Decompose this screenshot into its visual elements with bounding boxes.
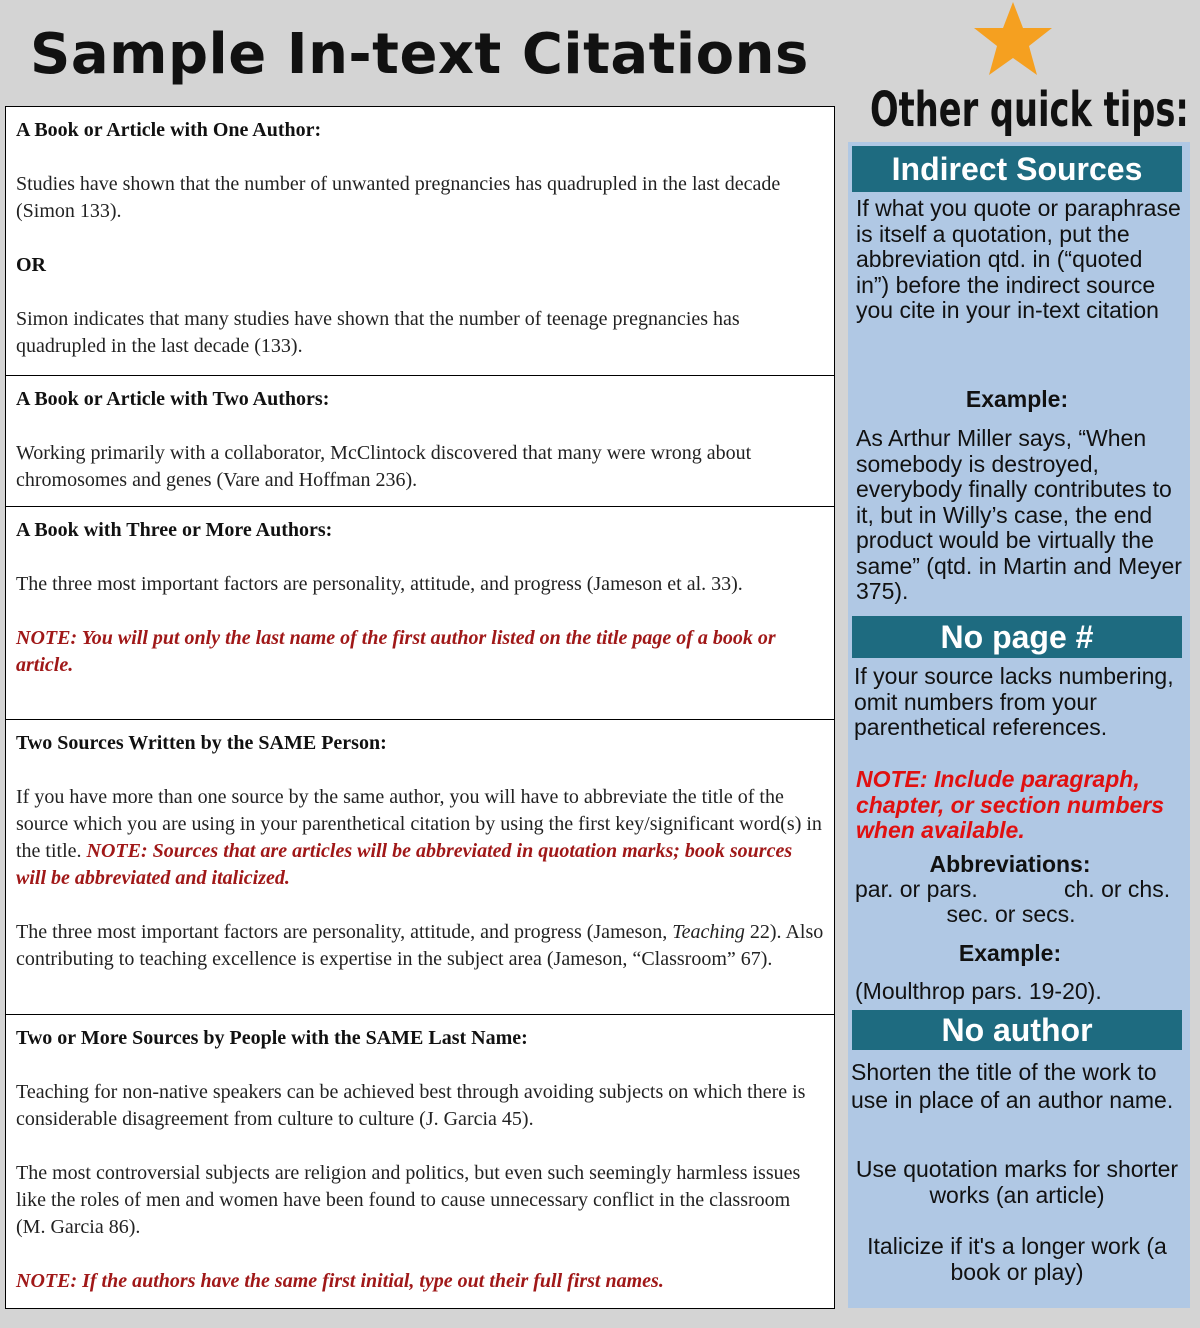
section-heading: A Book or Article with Two Authors: <box>16 388 330 410</box>
star-icon <box>968 0 1058 80</box>
indirect-body: If what you quote or paraphrase is itself a quotation, put the abbreviation qtd. in (“quoted in”) before the indirect source you cite in your in-text citation <box>856 195 1181 323</box>
no-page-note: NOTE: Include paragraph, chapter, or section numbers when available. <box>856 766 1165 843</box>
example-part: 22). Also contributing to teaching excellence is expertise in the subject area (Jameson, “Classroom” 67). <box>16 921 824 970</box>
no-author-body: Shorten the title of the work to use in place of an author name. <box>851 1059 1174 1113</box>
section-heading: A Book with Three or More Authors: <box>16 519 333 541</box>
example-label: Example: <box>965 386 1069 412</box>
note-text: NOTE: You will put only the last name of the first author listed on the title page of a book or article. <box>16 627 776 676</box>
section-two-authors <box>6 375 834 507</box>
section-same-person <box>6 719 834 1015</box>
abbreviations-label: Abbreviations: <box>929 851 1091 877</box>
note-text: NOTE: If the authors have the same first initial, type out their full first names. <box>16 1270 664 1292</box>
section-heading: Two or More Sources by People with the SAME Last Name: <box>16 1027 528 1049</box>
no-author-title: No author <box>852 1010 1182 1050</box>
section-three-authors <box>6 506 834 720</box>
example-part: The three most important factors are personality, attitude, and progress (Jameson, <box>16 921 668 943</box>
note-text: NOTE: Sources that are articles will be abbreviated in quotation marks; book sources will be abbreviated and italicized. <box>16 840 793 889</box>
abbreviation-ch: ch. or chs. <box>1064 876 1171 902</box>
no-page-title: No page # <box>852 616 1182 658</box>
example-text: Teaching for non-native speakers can be achieved best through avoiding subjects on which there is considerable disagreement from culture to culture (J. Garcia 45). <box>16 1081 806 1130</box>
no-page-example: (Moulthrop pars. 19-20). <box>855 978 1102 1004</box>
indirect-sources-title: Indirect Sources <box>852 146 1182 192</box>
tips-panel <box>848 142 1190 1308</box>
citations-table <box>5 106 835 1309</box>
abbreviation-sec: sec. or secs. <box>946 901 1076 927</box>
no-author-short-works: Use quotation marks for shorter works (an article) <box>855 1156 1179 1208</box>
example-text: Working primarily with a collaborator, McClintock discovered that many were wrong about chromosomes and genes (Vare and Hoffman 236). <box>16 442 752 491</box>
section-heading: A Book or Article with One Author: <box>16 119 322 141</box>
or-label: OR <box>16 254 46 276</box>
abbreviation-par: par. or pars. <box>855 876 978 902</box>
section-same-last-name <box>6 1014 834 1309</box>
indirect-example: As Arthur Miller says, “When somebody is destroyed, everybody finally contributes to it, but in Willy’s case, the end product would be virtually the same” (qtd. in Martin and Meyer 375). <box>856 425 1182 604</box>
no-page-body: If your source lacks numbering, omit numbers from your parenthetical references. <box>854 663 1174 740</box>
example-text: The most controversial subjects are religion and politics, but even such seemingly harmless issues like the roles of men and women have been found to cause unnecessary conflict in the classroom (M. Garcia 86). <box>16 1162 801 1238</box>
example-text: Studies have shown that the number of unwanted pregnancies has quadrupled in the last decade (Simon 133). <box>16 173 781 222</box>
section-one-author <box>6 107 834 375</box>
section-heading: Two Sources Written by the SAME Person: <box>16 732 387 754</box>
tips-heading: Other quick tips: <box>870 82 1189 138</box>
explanation-text <box>16 784 824 892</box>
example-text <box>16 919 824 973</box>
example-text: Simon indicates that many studies have shown that the number of teenage pregnancies has quadrupled in the last decade (133). <box>16 308 740 357</box>
italic-title: Teaching <box>672 921 745 943</box>
explanation-body: If you have more than one source by the same author, you will have to abbreviate the title of the source which you are using in your parenthetical citation by using the first key/significant word(s) in the title. <box>16 786 822 862</box>
example-text: The three most important factors are personality, attitude, and progress (Jameson et al. 33). <box>16 573 743 595</box>
no-author-long-works: Italicize if it's a longer work (a book or play) <box>867 1233 1167 1285</box>
example-label: Example: <box>958 940 1062 966</box>
page-title: Sample In-text Citations <box>30 22 809 87</box>
